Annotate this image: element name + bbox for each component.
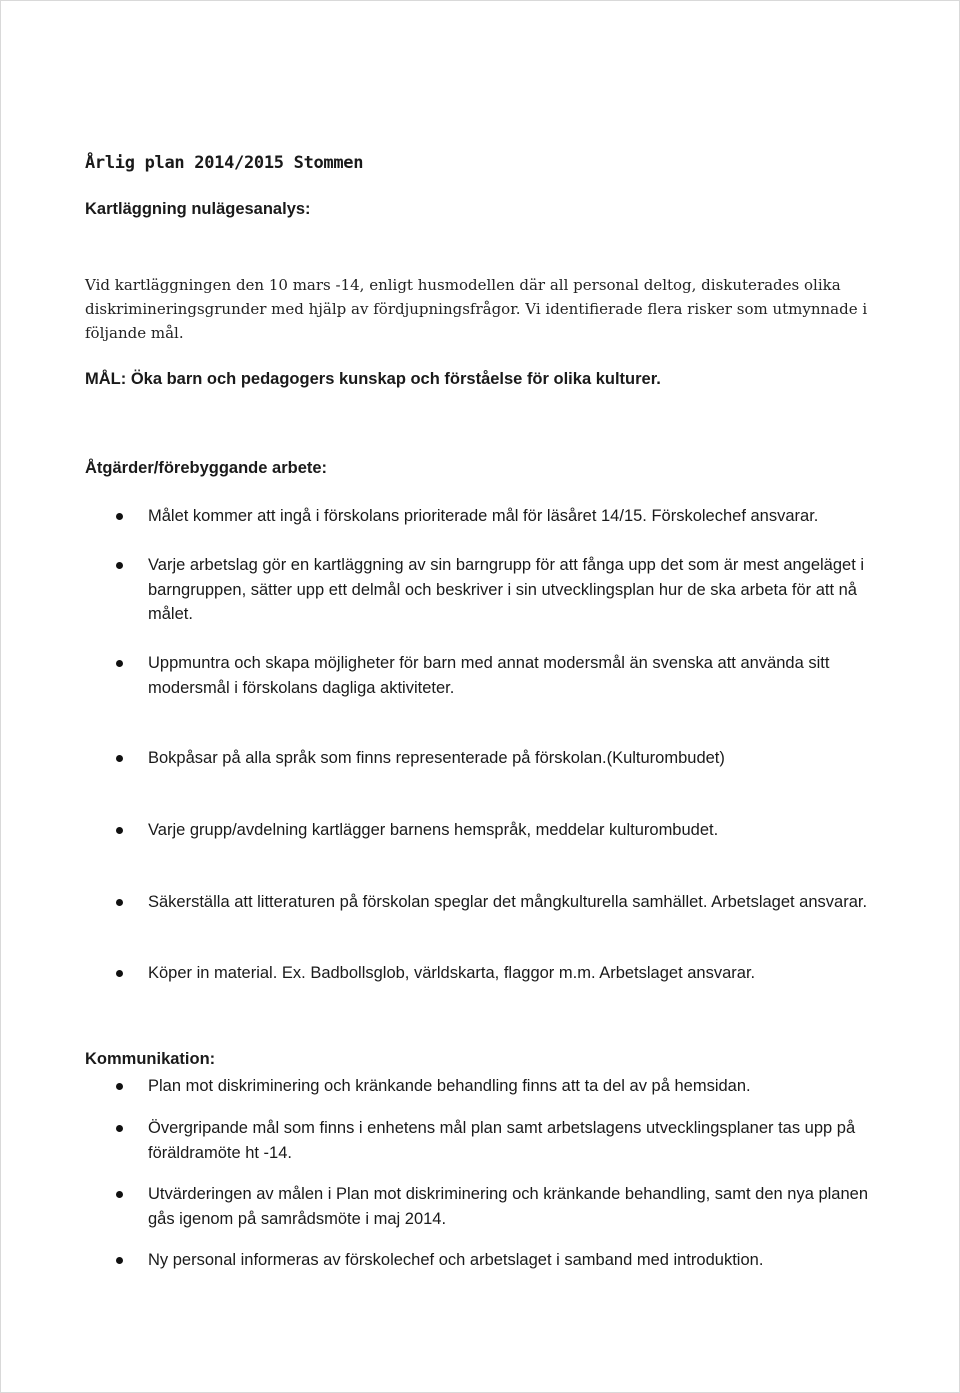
communication-item [116, 1074, 886, 1099]
bullet-icon [116, 1083, 123, 1090]
communication-item [116, 1182, 886, 1231]
measure-text: Säkerställa att litteraturen på förskolan speglar det mångkulturella samhället. Arbetslaget ansvarar. [148, 893, 868, 911]
measure-text: Målet kommer att ingå i förskolans prioriterade mål för läsåret 14/15. Förskolechef ansvarar. [148, 507, 819, 525]
measure-item [116, 553, 886, 627]
communication-item [116, 1116, 886, 1165]
bullet-icon [116, 1125, 123, 1132]
communication-item [116, 1248, 886, 1273]
bullet-icon [116, 513, 123, 520]
measure-item [116, 504, 886, 529]
measure-text: Varje grupp/avdelning kartlägger barnens hemspråk, meddelar kulturombudet. [148, 821, 719, 839]
measures-heading: Åtgärder/förebyggande arbete: [85, 459, 328, 477]
bullet-icon [116, 899, 123, 906]
measure-item [116, 890, 886, 915]
measure-item [116, 818, 886, 843]
measure-text: Varje arbetslag gör en kartläggning av sin barngrupp för att fånga upp det som är mest angeläget i barngruppen, sätter upp ett delmål och beskriver i sin utvecklingsplan hur de ska arbeta för att nå målet. [148, 556, 865, 623]
communication-heading: Kommunikation: [85, 1050, 216, 1068]
bullet-icon [116, 970, 123, 977]
bullet-icon [116, 562, 123, 569]
survey-heading: Kartläggning nulägesanalys: [85, 200, 311, 218]
bullet-icon [116, 755, 123, 762]
document-title: Årlig plan 2014/2015 Stommen [85, 153, 364, 173]
measure-item [116, 746, 886, 771]
bullet-icon [116, 827, 123, 834]
communication-text: Övergripande mål som finns i enhetens mål plan samt arbetslagens utvecklingsplaner tas upp på föräldramöte ht -14. [148, 1119, 856, 1162]
measure-item [116, 961, 886, 986]
communication-text: Ny personal informeras av förskolechef och arbetslaget i samband med introduktion. [148, 1251, 764, 1269]
measure-text: Uppmuntra och skapa möjligheter för barn med annat modersmål än svenska att använda sitt modersmål i förskolans dagliga aktiviteter. [148, 654, 830, 697]
measure-text: Köper in material. Ex. Badbollsglob, världskarta, flaggor m.m. Arbetslaget ansvarar. [148, 964, 756, 982]
goal-statement: MÅL: Öka barn och pedagogers kunskap och förståelse för olika kulturer. [85, 370, 661, 388]
bullet-icon [116, 1191, 123, 1198]
intro-paragraph: Vid kartläggningen den 10 mars -14, enligt husmodellen där all personal deltog, diskuterades olika diskrimineringsgrunder med hjälp av fördjupningsfrågor. Vi identifierade flera risker som utmynnade i följande mål. [85, 276, 868, 342]
bullet-icon [116, 1257, 123, 1264]
communication-text: Utvärderingen av målen i Plan mot diskriminering och kränkande behandling, samt den nya planen gås igenom på samrådsmöte i maj 2014. [148, 1185, 868, 1228]
measure-text: Bokpåsar på alla språk som finns representerade på förskolan.(Kulturombudet) [148, 749, 725, 767]
bullet-icon [116, 660, 123, 667]
measure-item [116, 651, 886, 700]
communication-text: Plan mot diskriminering och kränkande behandling finns att ta del av på hemsidan. [148, 1077, 751, 1095]
